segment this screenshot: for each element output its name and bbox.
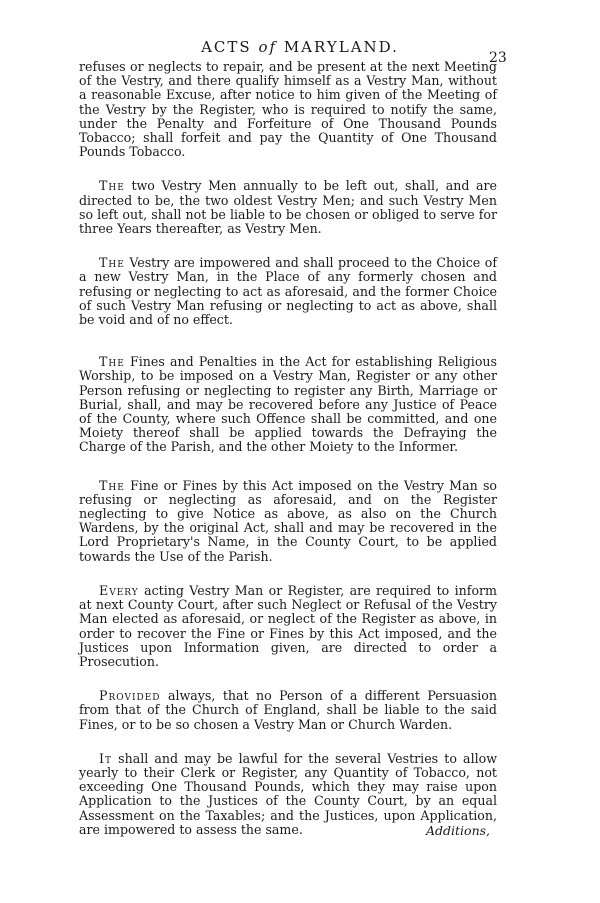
paragraph-lead: The: [99, 477, 125, 493]
paragraph-lead: Every: [99, 582, 139, 598]
running-header: [0, 38, 600, 56]
body-text: [79, 60, 497, 837]
header-of: of: [258, 38, 278, 56]
paragraph-text: two Vestry Men annually to be left out, shall, and are directed to be, the two oldest Vestry Men; and such Vestry Men so left out, shall not be liable to be chosen or obliged to serve for three Years thereafter, as Vestry Men.: [79, 178, 497, 237]
paragraph-text: Fine or Fines by this Act imposed on the Vestry Man so refusing or neglecting as aforesaid, and on the Register neglecting to give Notice as above, as also on the Church Wardens, by the original Act, shall and may be recovered in the Lord Proprietary's Name, in the County Court, to be applied towards the Use of the Parish.: [79, 477, 497, 564]
paragraph-lead: The: [99, 255, 125, 271]
paragraph-4: [79, 355, 497, 454]
paragraph-text: Fines and Penalties in the Act for establishing Religious Worship, to be imposed on a Vestry Man, Register or any other Person refusing or neglecting to register any Birth, Marriage or Burial, shall, and may be recovered before any Justice of Peace of the County, where such Offence shall be committed, and one Moiety thereof shall be applied towards the Defraying the Charge of the Parish, and the other Moiety to the Informer.: [79, 354, 497, 455]
paragraph-1: [79, 60, 497, 159]
catchword: Additions,: [426, 823, 491, 838]
paragraph-text: always, that no Person of a different Persuasion from that of the Church of England, shall be liable to the said Fines, or to be so chosen a Vestry Man or Church Warden.: [79, 688, 497, 732]
paragraph-3: [79, 256, 497, 327]
paragraph-lead: It: [99, 750, 112, 766]
page-number: 23: [489, 50, 507, 66]
paragraph-2: [79, 179, 497, 236]
paragraph-lead: The: [99, 178, 125, 194]
paragraph-6: [79, 584, 497, 669]
paragraph-text: refuses or neglects to repair, and be present at the next Meeting of the Vestry, and there qualify himself as a Vestry Man, without a reasonable Excuse, after notice to him given of the Meeting of the Vestry by the Register, who is required to notify the same, under the Penalty and Forfeiture of One Thousand Pounds Tobacco; shall forfeit and pay the Quantity of One Thousand Pounds Tobacco.: [79, 59, 497, 160]
paragraph-7: [79, 689, 497, 732]
header-acts: ACTS: [201, 38, 252, 56]
paragraph-5: [79, 479, 497, 564]
paragraph-lead: Provided: [99, 688, 161, 704]
paragraph-lead: The: [99, 354, 125, 370]
paragraph-text: acting Vestry Man or Register, are required to inform at next County Court, after such Neglect or Refusal of the Vestry Man elected as aforesaid, or neglect of the Register as above, in order to recover the Fine or Fines by this Act imposed, and the Justices upon Information given, are directed to order a Prosecution.: [79, 582, 497, 669]
header-maryland: MARYLAND.: [283, 38, 399, 56]
paragraph-text: Vestry are impowered and shall proceed to the Choice of a new Vestry Man, in the Place of any formerly chosen and refusing or neglecting to act as aforesaid, and the former Choice of such Vestry Man refusing or neglecting to act as above, shall be void and of no effect.: [79, 255, 497, 328]
paragraph-text: shall and may be lawful for the several Vestries to allow yearly to their Clerk or Register, any Quantity of Tobacco, not exceeding One Thousand Pounds, which they may raise upon Application to the Justices of the County Court, by an equal Assessment on the Taxables; and the Justices, upon Application, are impowered to assess the same.: [79, 750, 497, 837]
